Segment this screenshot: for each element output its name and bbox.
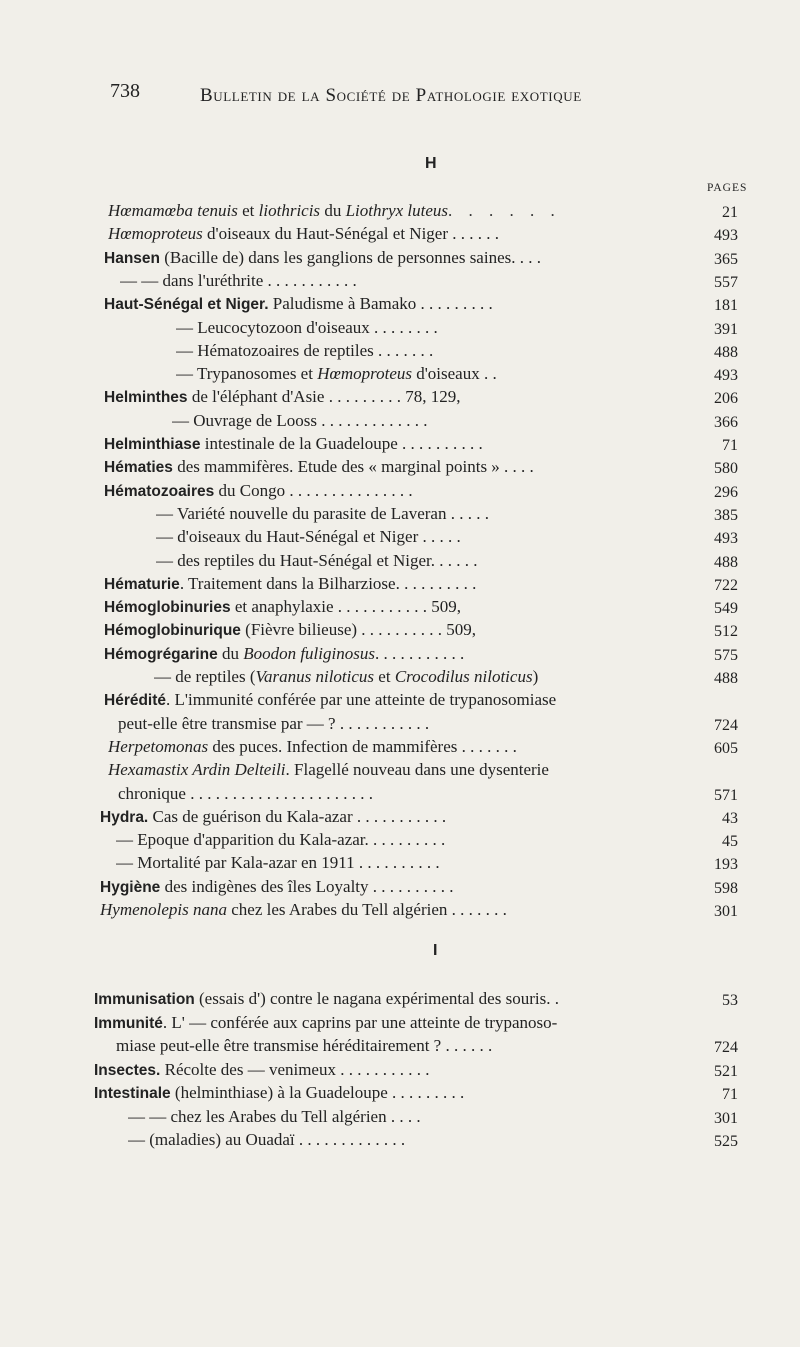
- index-entry: [94, 1012, 690, 1034]
- entry-page-number: 557: [714, 273, 738, 291]
- entry-page-number: 301: [714, 903, 738, 920]
- entry-text: Herpetomonas: [108, 736, 209, 756]
- entry-text: — Leucocytozoon d'oiseaux . . . . . . . .: [176, 317, 438, 337]
- entry-text: ): [532, 667, 539, 686]
- entry-text: — Hématozoaires de reptiles . . . . . . .: [176, 340, 434, 360]
- entry-page-number: 206: [714, 390, 738, 408]
- entry-page-number: 391: [714, 320, 738, 338]
- entry-text: Immunisation: [94, 991, 195, 1008]
- entry-text: Hœmoproteus: [317, 364, 412, 384]
- section-letter-h: H: [425, 155, 437, 172]
- entry-page-number: 580: [714, 460, 738, 478]
- entry-page-number: 722: [714, 576, 738, 594]
- entry-text: . Flagellé nouveau dans une dysenterie: [285, 760, 549, 780]
- entry-text: (Bacille de) dans les ganglions de personnes saines. . . .: [160, 247, 541, 267]
- entry-page-number: 575: [714, 646, 738, 664]
- entry-text: Hymenolepis nana: [100, 900, 228, 919]
- entry-text: Hémoglobinuries: [104, 599, 231, 617]
- entry-page-number: 385: [714, 506, 738, 524]
- index-entry: [104, 573, 690, 595]
- index-entry: [104, 619, 690, 641]
- index-entry: [154, 666, 690, 688]
- index-entry: [104, 456, 690, 478]
- entry-text: (helminthiase) à la Guadeloupe . . . . . . . . .: [170, 1083, 465, 1102]
- index-entry: [108, 736, 690, 758]
- entry-text: peut-elle être transmise par — ? . . . . . . . . . . .: [118, 713, 430, 733]
- entry-text: — — dans l'uréthrite . . . . . . . . . . .: [120, 270, 357, 290]
- entry-text: Crocodilus niloticus: [394, 667, 533, 686]
- index-entry: [156, 503, 690, 525]
- entry-text: Immunité: [94, 1014, 163, 1032]
- entry-text: chez les Arabes du Tell algérien . . . . . . .: [227, 900, 507, 919]
- entry-page-number: 181: [714, 297, 738, 315]
- index-entry: [104, 480, 690, 502]
- index-entry: [100, 876, 690, 898]
- entry-text: — des reptiles du Haut-Sénégal et Niger. . . . . .: [156, 550, 478, 570]
- entry-text: . Traitement dans la Bilharziose. . . . . . . . . .: [179, 573, 477, 593]
- entry-page-number: 571: [714, 786, 738, 804]
- index-entry: [120, 270, 690, 292]
- entry-text: — Mortalité par Kala-azar en 1911 . . . . . . . . . .: [116, 853, 440, 873]
- index-entry: [104, 386, 690, 408]
- entry-text: Hansen: [104, 249, 160, 267]
- entry-page-number: 488: [714, 343, 738, 361]
- entry-text: Haut-Sénégal et Niger.: [104, 296, 269, 314]
- pages-column-label: PAGES: [707, 182, 748, 194]
- entry-text: . . . . . . . . . . .: [374, 643, 465, 663]
- entry-page-number: 605: [714, 739, 738, 757]
- entry-text: et: [237, 201, 259, 220]
- entry-text: du: [320, 201, 346, 220]
- index-entry: [118, 713, 690, 735]
- running-title: Bulletin de la Société de Pathologie exotique: [200, 85, 582, 106]
- entry-text: — Trypanosomes et: [176, 364, 318, 384]
- index-entry: [94, 1082, 690, 1104]
- entry-text: (essais d') contre le nagana expérimental des souris. .: [194, 989, 559, 1008]
- entry-page-number: 366: [714, 413, 738, 431]
- entry-page-number: 71: [722, 1086, 738, 1103]
- entry-page-number: 512: [714, 623, 738, 641]
- index-entry: [104, 643, 690, 665]
- index-entry: [128, 1106, 690, 1128]
- entry-text: Boodon fuliginosus: [243, 643, 375, 663]
- index-entry: [104, 293, 690, 315]
- entry-text: Hématozoaires: [104, 482, 215, 500]
- entry-page-number: 21: [722, 204, 738, 221]
- entry-text: Hexamastix Ardin Delteili: [108, 760, 286, 780]
- entry-page-number: 488: [714, 670, 738, 687]
- entry-page-number: 598: [714, 879, 738, 897]
- entry-page-number: 43: [722, 809, 738, 827]
- index-entry: [94, 1059, 690, 1081]
- entry-text: Helminthiase: [104, 436, 201, 453]
- index-entry: [128, 1129, 690, 1151]
- entry-text: Hœmamœba tenuis: [108, 201, 238, 220]
- entry-text: Hœmoproteus: [108, 224, 203, 244]
- entry-text: du: [217, 643, 244, 663]
- entry-text: intestinale de la Guadeloupe . . . . . . . . . .: [200, 434, 483, 453]
- entry-text: Varanus niloticus: [255, 667, 375, 686]
- page-number: 738: [110, 80, 140, 102]
- index-entry: [176, 340, 690, 362]
- index-entry: [108, 759, 690, 781]
- entry-text: liothricis: [258, 201, 321, 220]
- entry-page-number: 493: [714, 367, 738, 385]
- index-entry: [156, 550, 690, 572]
- entry-page-number: 493: [714, 227, 738, 245]
- entry-text: Récolte des — venimeux . . . . . . . . . . .: [160, 1059, 430, 1079]
- entry-text: Liothryx luteus: [345, 201, 449, 220]
- entry-text: chronique . . . . . . . . . . . . . . . . . . . . . .: [118, 783, 373, 803]
- index-entry: [100, 899, 690, 921]
- entry-page-number: 53: [722, 992, 738, 1009]
- index-entry: [108, 223, 690, 245]
- entry-page-number: 493: [714, 530, 738, 548]
- entry-text: Hydra.: [100, 808, 149, 826]
- entry-text: du Congo . . . . . . . . . . . . . . .: [214, 480, 413, 500]
- entry-text: — de reptiles (: [154, 667, 256, 686]
- entry-text: . . . . . .: [448, 201, 561, 220]
- index-entry: [118, 783, 690, 805]
- entry-text: — (maladies) au Ouadaï . . . . . . . . . . . . .: [128, 1130, 406, 1149]
- index-entry: [172, 410, 690, 432]
- entry-text: de l'éléphant d'Asie . . . . . . . . . 78, 129,: [187, 387, 461, 407]
- index-entry: [104, 247, 690, 269]
- entry-page-number: 549: [714, 600, 738, 618]
- index-entry: [176, 317, 690, 339]
- entry-text: et: [374, 667, 395, 686]
- entry-text: — Ouvrage de Looss . . . . . . . . . . . . .: [172, 410, 428, 430]
- entry-page-number: 71: [722, 437, 738, 454]
- entry-text: miase peut-elle être transmise héréditairement ? . . . . . .: [116, 1036, 493, 1055]
- entry-text: Paludisme à Bamako . . . . . . . . .: [268, 294, 493, 314]
- entry-text: — Epoque d'apparition du Kala-azar. . . . . . . . . .: [116, 830, 446, 850]
- entry-page-number: 724: [714, 1039, 738, 1056]
- entry-text: Hérédité: [104, 692, 167, 710]
- entry-text: — — chez les Arabes du Tell algérien . . . .: [128, 1106, 421, 1126]
- index-entry: [116, 852, 690, 874]
- entry-page-number: 724: [714, 716, 738, 734]
- entry-text: . L'immunité conférée par une atteinte de trypanosomiase: [166, 690, 557, 710]
- entry-text: et anaphylaxie . . . . . . . . . . . 509,: [230, 597, 462, 617]
- index-entry: [104, 596, 690, 618]
- entry-page-number: 301: [714, 1109, 738, 1127]
- entry-page-number: 525: [714, 1133, 738, 1150]
- index-entry: [156, 526, 690, 548]
- entry-page-number: 488: [714, 553, 738, 571]
- index-entry: [108, 200, 690, 222]
- index-entry: [94, 988, 690, 1010]
- entry-text: Hématies: [104, 459, 173, 477]
- entry-text: Hémoglobinurique: [104, 622, 241, 640]
- entry-text: Helminthes: [104, 389, 188, 407]
- index-entry: [104, 689, 690, 711]
- entry-page-number: 193: [714, 856, 738, 874]
- index-entry: [176, 363, 690, 385]
- entry-text: (Fièvre bilieuse) . . . . . . . . . . 509,: [240, 620, 477, 640]
- entry-page-number: 521: [714, 1062, 738, 1080]
- entry-text: Hématurie: [104, 575, 180, 593]
- entry-text: — Variété nouvelle du parasite de Laveran . . . . .: [156, 503, 489, 523]
- entry-text: d'oiseaux . .: [411, 364, 497, 384]
- entry-page-number: 365: [714, 250, 738, 268]
- entry-page-number: 296: [714, 483, 738, 501]
- entry-text: Hygiène: [100, 878, 161, 896]
- entry-text: Hémogrégarine: [104, 645, 218, 663]
- entry-text: des puces. Infection de mammifères . . . . . . .: [208, 736, 517, 756]
- index-entry: [116, 1035, 690, 1057]
- entry-text: Intestinale: [94, 1085, 171, 1102]
- entry-text: — d'oiseaux du Haut-Sénégal et Niger . . . . .: [156, 527, 461, 547]
- entry-text: des indigènes des îles Loyalty . . . . . . . . . .: [160, 876, 454, 896]
- entry-text: Insectes.: [94, 1061, 161, 1079]
- index-entry: [104, 433, 690, 455]
- entry-text: . L' — conférée aux caprins par une atteinte de trypanoso-: [162, 1012, 558, 1032]
- entry-text: d'oiseaux du Haut-Sénégal et Niger . . . . . .: [202, 224, 500, 244]
- entry-page-number: 45: [722, 833, 738, 851]
- section-letter-i: I: [433, 942, 438, 959]
- entry-text: des mammifères. Etude des « marginal points » . . . .: [172, 457, 534, 477]
- index-entry: [100, 806, 690, 828]
- index-entry: [116, 829, 690, 851]
- entry-text: Cas de guérison du Kala-azar . . . . . . . . . . .: [148, 806, 447, 826]
